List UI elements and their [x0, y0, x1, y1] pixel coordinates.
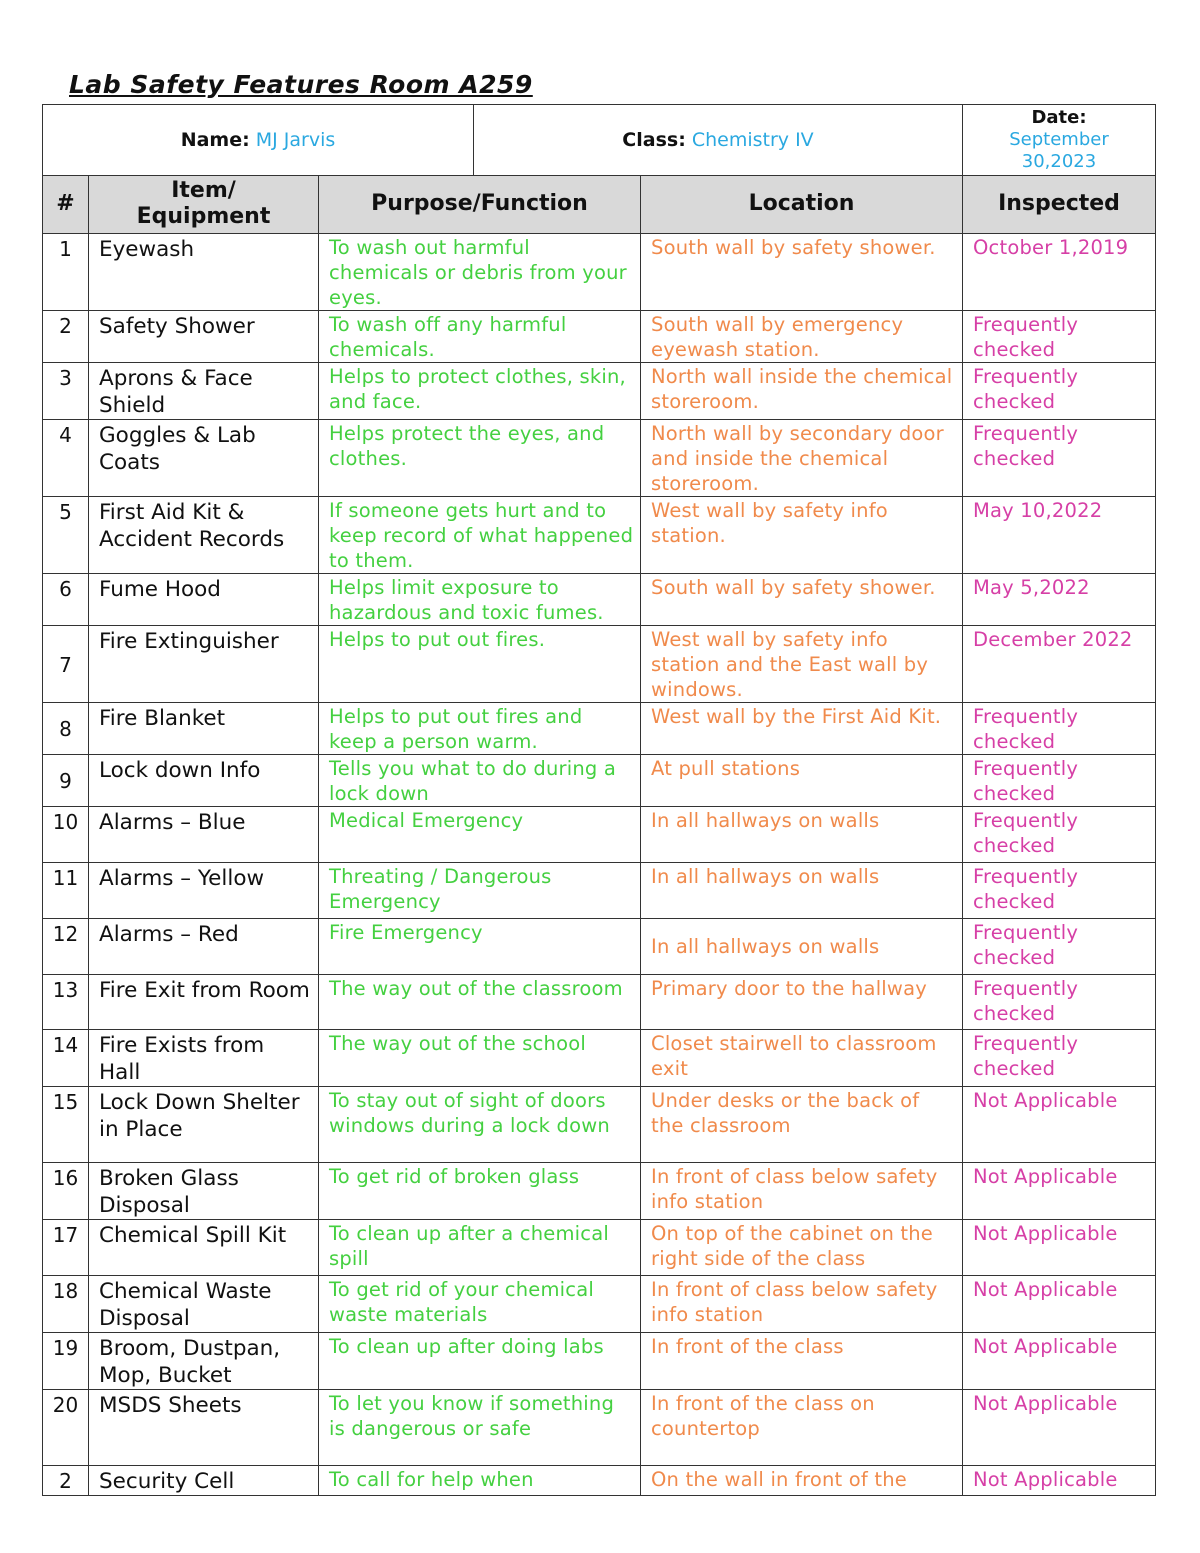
row-purpose: To wash off any harmful chemicals.	[319, 310, 641, 362]
class-label: Class:	[622, 129, 686, 151]
row-number: 2	[43, 310, 89, 362]
row-location: At pull stations	[641, 754, 963, 806]
row-number: 9	[43, 754, 89, 806]
row-item: Fire Extinguisher	[89, 625, 319, 702]
col-location: Location	[641, 175, 963, 233]
row-number: 13	[43, 974, 89, 1029]
row-purpose: To let you know if something is dangerous or safe	[319, 1389, 641, 1465]
row-location: South wall by safety shower.	[641, 573, 963, 625]
date-cell	[963, 105, 1156, 176]
row-purpose: To call for help when	[319, 1465, 641, 1495]
row-item: Fire Blanket	[89, 702, 319, 754]
table-row	[43, 974, 1156, 1029]
row-item: Broken Glass Disposal	[89, 1162, 319, 1219]
row-inspected: Frequently checked	[963, 362, 1156, 419]
row-inspected: Frequently checked	[963, 419, 1156, 496]
row-number: 7	[43, 625, 89, 702]
row-number: 1	[43, 233, 89, 310]
row-location: On the wall in front of the	[641, 1465, 963, 1495]
row-location: West wall by the First Aid Kit.	[641, 702, 963, 754]
table-row	[43, 310, 1156, 362]
row-location: South wall by safety shower.	[641, 233, 963, 310]
row-item: Fume Hood	[89, 573, 319, 625]
row-inspected: Not Applicable	[963, 1086, 1156, 1162]
col-inspected: Inspected	[963, 175, 1156, 233]
row-number: 10	[43, 806, 89, 862]
row-number: 6	[43, 573, 89, 625]
row-location: Closet stairwell to classroom exit	[641, 1029, 963, 1086]
class-value: Chemistry IV	[691, 129, 814, 151]
row-location: West wall by safety info station and the East wall by windows.	[641, 625, 963, 702]
table-row	[43, 1389, 1156, 1465]
row-location: In all hallways on walls	[641, 806, 963, 862]
row-inspected: Not Applicable	[963, 1219, 1156, 1275]
row-item: Broom, Dustpan, Mop, Bucket	[89, 1332, 319, 1389]
row-number: 15	[43, 1086, 89, 1162]
table-row	[43, 625, 1156, 702]
table-row	[43, 233, 1156, 310]
row-inspected: October 1,2019	[963, 233, 1156, 310]
table-row	[43, 362, 1156, 419]
table-row	[43, 1275, 1156, 1332]
row-item: Lock down Info	[89, 754, 319, 806]
table-row	[43, 496, 1156, 573]
row-item: Eyewash	[89, 233, 319, 310]
row-item: Lock Down Shelter in Place	[89, 1086, 319, 1162]
table-row	[43, 1162, 1156, 1219]
row-purpose: To clean up after a chemical spill	[319, 1219, 641, 1275]
row-location: In front of class below safety info station	[641, 1162, 963, 1219]
row-purpose: To get rid of broken glass	[319, 1162, 641, 1219]
name-value: MJ Jarvis	[255, 129, 336, 151]
row-number: 16	[43, 1162, 89, 1219]
row-inspected: Not Applicable	[963, 1465, 1156, 1495]
row-item: Goggles & Lab Coats	[89, 419, 319, 496]
table-row	[43, 1029, 1156, 1086]
row-item: Alarms – Red	[89, 918, 319, 974]
date-label: Date:	[1031, 107, 1087, 128]
row-number: 12	[43, 918, 89, 974]
row-location: In all hallways on walls	[641, 918, 963, 974]
row-purpose: To wash out harmful chemicals or debris from your eyes.	[319, 233, 641, 310]
row-number: 8	[43, 702, 89, 754]
safety-sheet	[42, 104, 1155, 1496]
column-header-row	[43, 175, 1156, 233]
row-location: West wall by safety info station.	[641, 496, 963, 573]
date-value: September 30,2023	[1009, 129, 1109, 172]
row-inspected: December 2022	[963, 625, 1156, 702]
row-number: 2	[43, 1465, 89, 1495]
row-purpose: To clean up after doing labs	[319, 1332, 641, 1389]
row-inspected: Frequently checked	[963, 806, 1156, 862]
row-number: 4	[43, 419, 89, 496]
row-inspected: Frequently checked	[963, 862, 1156, 918]
row-purpose: Helps to put out fires and keep a person warm.	[319, 702, 641, 754]
col-purpose: Purpose/Function	[319, 175, 641, 233]
table-row	[43, 754, 1156, 806]
col-number: #	[43, 175, 89, 233]
row-item: Security Cell	[89, 1465, 319, 1495]
row-location: In front of the class on countertop	[641, 1389, 963, 1465]
row-item: Aprons & Face Shield	[89, 362, 319, 419]
row-location: In front of the class	[641, 1332, 963, 1389]
row-item: Alarms – Yellow	[89, 862, 319, 918]
row-purpose: Helps to put out fires.	[319, 625, 641, 702]
row-purpose: To stay out of sight of doors windows during a lock down	[319, 1086, 641, 1162]
row-location: In front of class below safety info station	[641, 1275, 963, 1332]
row-purpose: If someone gets hurt and to keep record of what happened to them.	[319, 496, 641, 573]
row-item: Fire Exists from Hall	[89, 1029, 319, 1086]
row-number: 19	[43, 1332, 89, 1389]
row-purpose: Tells you what to do during a lock down	[319, 754, 641, 806]
class-cell	[474, 105, 963, 176]
row-purpose: Helps to protect clothes, skin, and face.	[319, 362, 641, 419]
row-item: MSDS Sheets	[89, 1389, 319, 1465]
row-number: 3	[43, 362, 89, 419]
row-inspected: Not Applicable	[963, 1275, 1156, 1332]
row-inspected: Frequently checked	[963, 310, 1156, 362]
name-label: Name:	[180, 129, 250, 151]
row-purpose: Helps limit exposure to hazardous and toxic fumes.	[319, 573, 641, 625]
header-row	[43, 105, 1156, 176]
row-item: First Aid Kit & Accident Records	[89, 496, 319, 573]
table-row	[43, 573, 1156, 625]
row-inspected: Not Applicable	[963, 1332, 1156, 1389]
row-number: 11	[43, 862, 89, 918]
row-number: 5	[43, 496, 89, 573]
row-item: Safety Shower	[89, 310, 319, 362]
row-location: On top of the cabinet on the right side of the class	[641, 1219, 963, 1275]
row-number: 17	[43, 1219, 89, 1275]
document-title: Lab Safety Features Room A259	[69, 70, 533, 99]
row-purpose: Fire Emergency	[319, 918, 641, 974]
row-inspected: Frequently checked	[963, 754, 1156, 806]
name-cell	[43, 105, 474, 176]
table-row	[43, 1465, 1156, 1495]
row-purpose: To get rid of your chemical waste materials	[319, 1275, 641, 1332]
row-location: In all hallways on walls	[641, 862, 963, 918]
row-inspected: May 10,2022	[963, 496, 1156, 573]
row-item: Fire Exit from Room	[89, 974, 319, 1029]
row-location: North wall inside the chemical storeroom.	[641, 362, 963, 419]
row-inspected: Not Applicable	[963, 1162, 1156, 1219]
table-row	[43, 419, 1156, 496]
table-row	[43, 918, 1156, 974]
row-inspected: Frequently checked	[963, 702, 1156, 754]
row-number: 14	[43, 1029, 89, 1086]
row-inspected: Frequently checked	[963, 974, 1156, 1029]
table-row	[43, 1219, 1156, 1275]
row-purpose: The way out of the school	[319, 1029, 641, 1086]
table-row	[43, 1086, 1156, 1162]
row-purpose: The way out of the classroom	[319, 974, 641, 1029]
row-inspected: Frequently checked	[963, 1029, 1156, 1086]
row-location: Primary door to the hallway	[641, 974, 963, 1029]
row-item: Chemical Waste Disposal	[89, 1275, 319, 1332]
row-inspected: May 5,2022	[963, 573, 1156, 625]
table-body	[43, 233, 1156, 1495]
safety-table	[42, 175, 1156, 1496]
row-inspected: Not Applicable	[963, 1389, 1156, 1465]
row-item: Chemical Spill Kit	[89, 1219, 319, 1275]
row-inspected: Frequently checked	[963, 918, 1156, 974]
row-location: Under desks or the back of the classroom	[641, 1086, 963, 1162]
row-location: North wall by secondary door and inside the chemical storeroom.	[641, 419, 963, 496]
col-item: Item/ Equipment	[89, 175, 319, 233]
header-table	[42, 104, 1156, 176]
row-purpose: Helps protect the eyes, and clothes.	[319, 419, 641, 496]
row-purpose: Medical Emergency	[319, 806, 641, 862]
row-location: South wall by emergency eyewash station.	[641, 310, 963, 362]
row-purpose: Threating / Dangerous Emergency	[319, 862, 641, 918]
row-number: 20	[43, 1389, 89, 1465]
row-number: 18	[43, 1275, 89, 1332]
table-row	[43, 702, 1156, 754]
table-row	[43, 806, 1156, 862]
row-item: Alarms – Blue	[89, 806, 319, 862]
table-row	[43, 1332, 1156, 1389]
table-row	[43, 862, 1156, 918]
